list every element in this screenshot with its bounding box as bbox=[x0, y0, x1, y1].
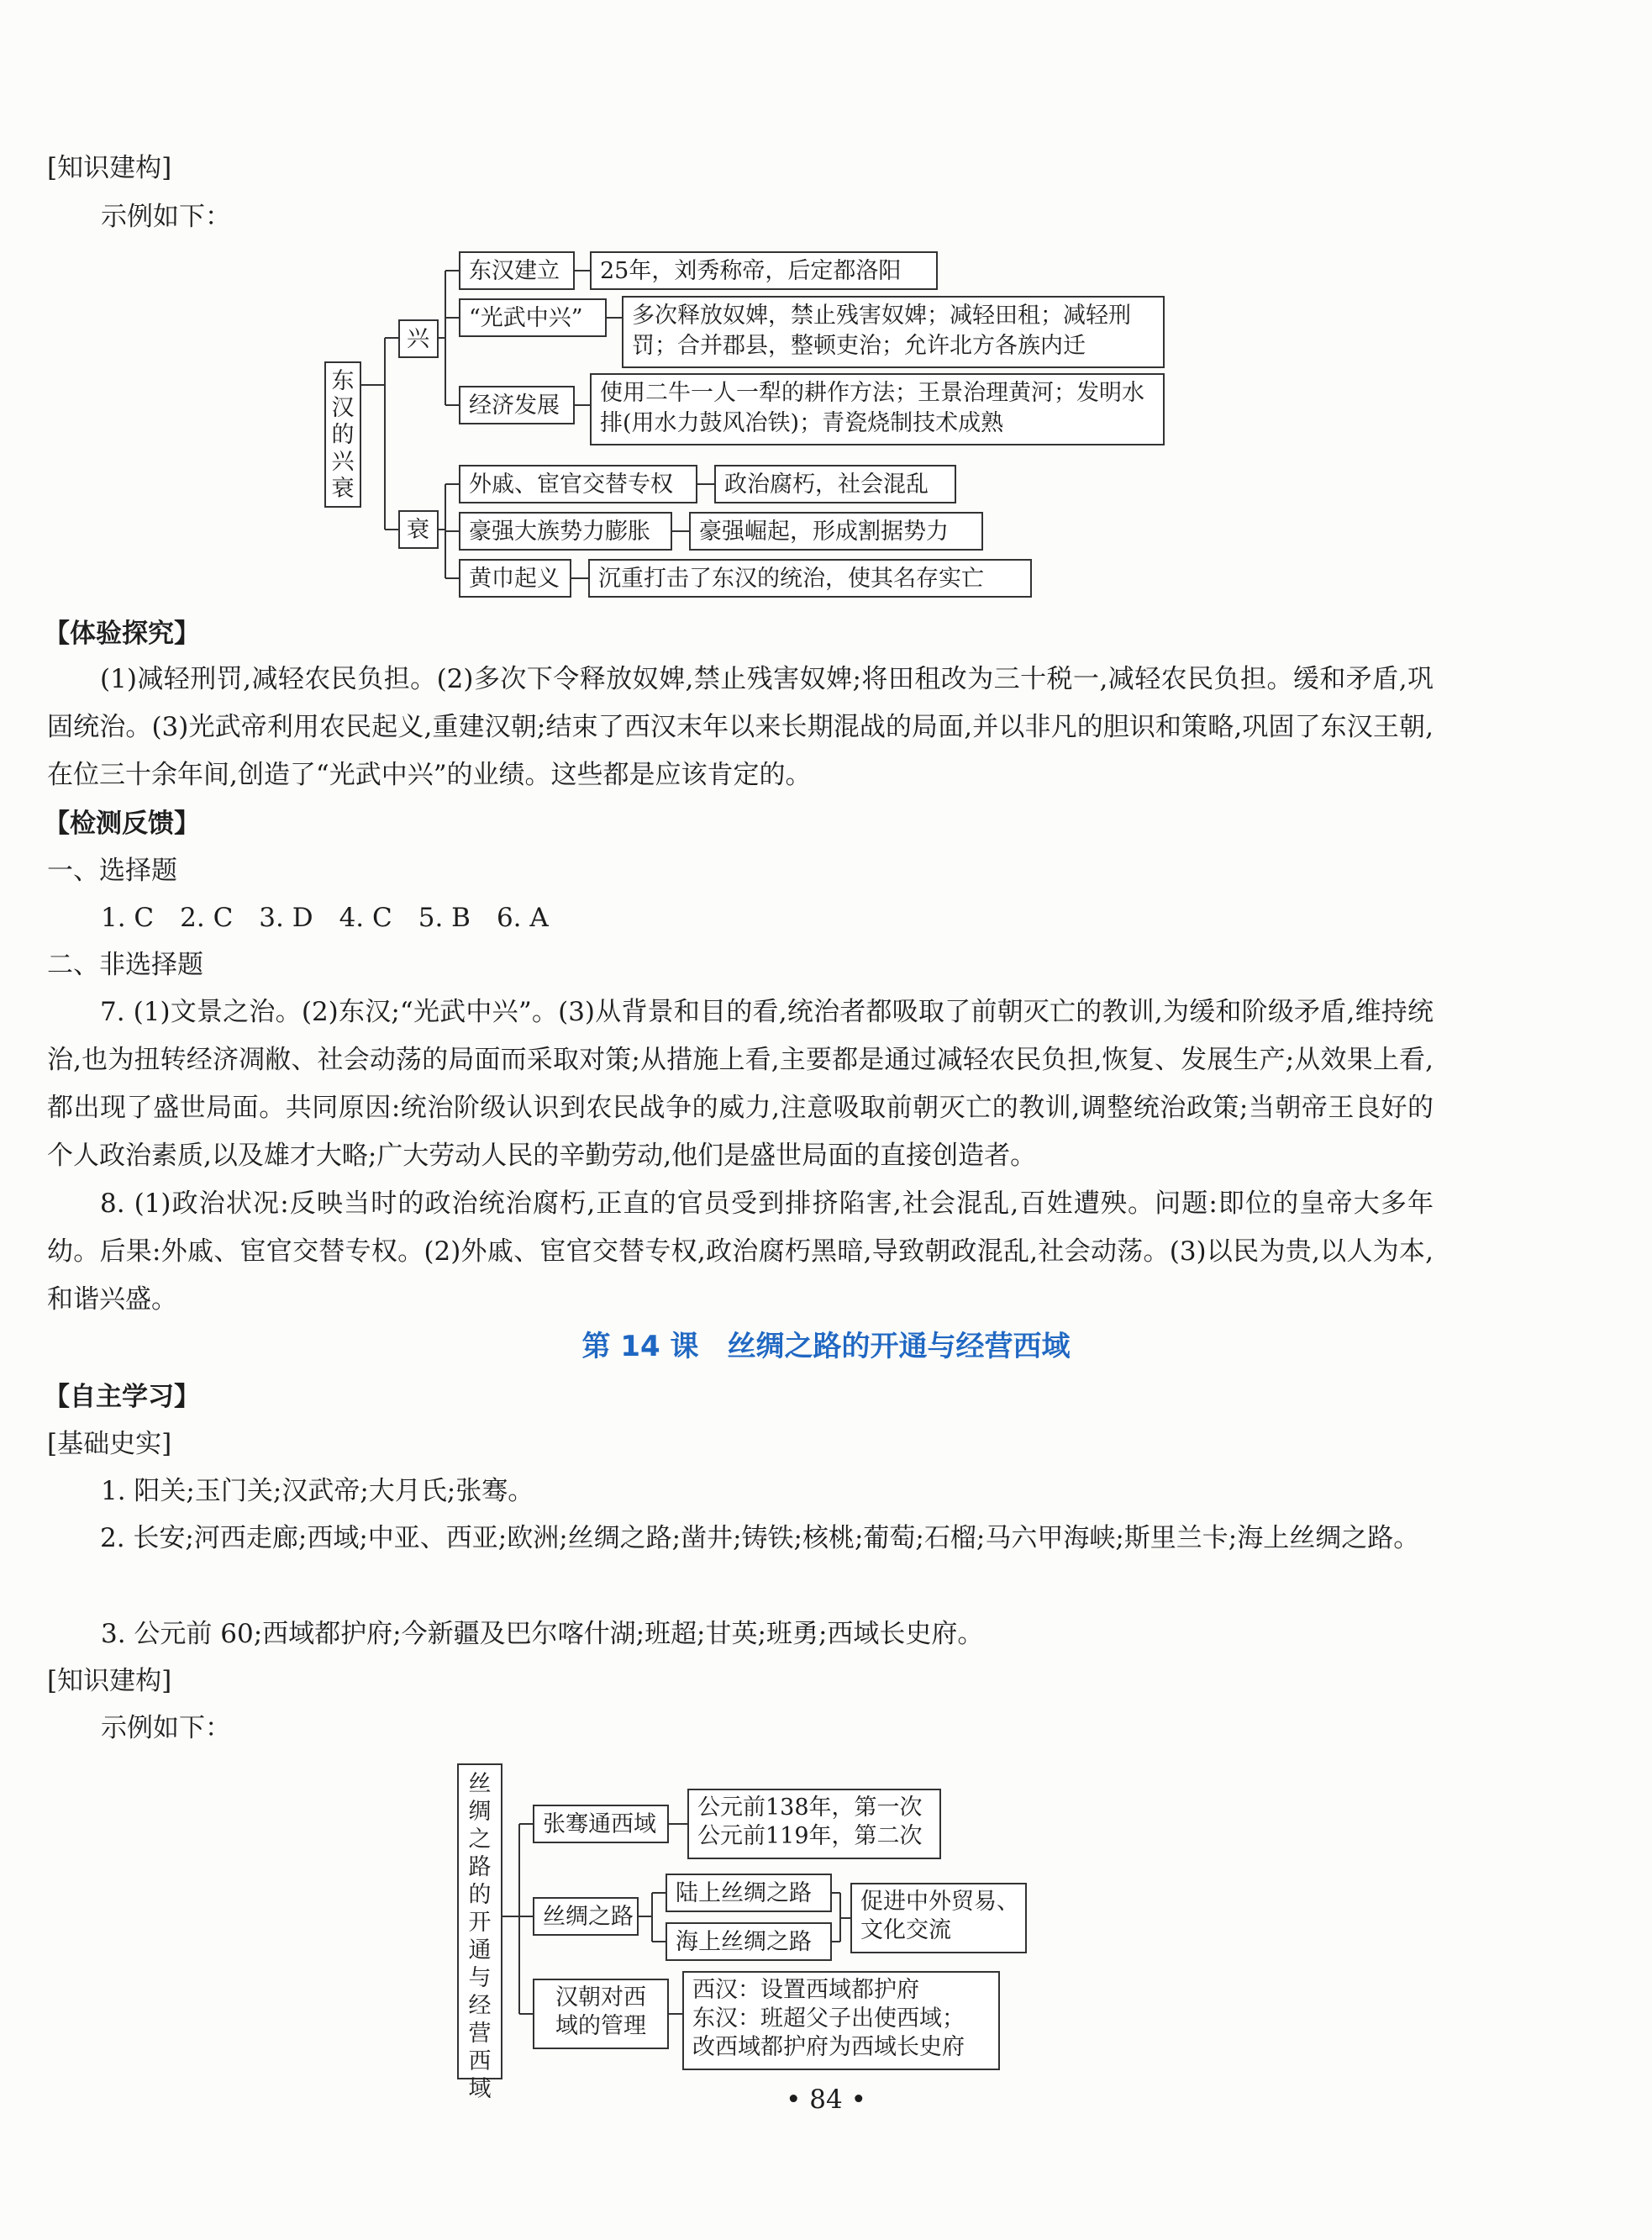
zhangqian-second-trip: 公元前119年，第二次 bbox=[697, 1823, 923, 1849]
land-silk-road-box: 陆上丝绸之路 bbox=[666, 1874, 832, 1912]
effect-line-2: 文化交流 bbox=[860, 1917, 951, 1943]
chief-historian-office: 改西域都护府为西域长史府 bbox=[692, 2034, 965, 2060]
knowledge-construction-label-2: [知识建构] bbox=[47, 1666, 172, 1696]
feedback-heading: 【检测反馈】 bbox=[44, 809, 200, 839]
lesson-14-title: 第 14 课 丝绸之路的开通与经营西域 bbox=[581, 1330, 1071, 1363]
shuai-item-detail: 豪强崛起，形成割据势力 bbox=[689, 512, 983, 551]
nonchoice-heading: 二、非选择题 bbox=[47, 950, 203, 980]
shuai-item-label: 黄巾起义 bbox=[459, 559, 571, 598]
xing-item-label: “光武中兴” bbox=[459, 298, 607, 337]
management-line-1: 汉朝对西 bbox=[555, 1984, 646, 2011]
zhangqian-box: 张骞通西域 bbox=[533, 1805, 669, 1843]
eastern-han-management: 东汉：班超父子出使西域； bbox=[692, 2005, 965, 2032]
management-line-2: 域的管理 bbox=[555, 2013, 646, 2039]
sea-silk-road-box: 海上丝绸之路 bbox=[666, 1922, 832, 1961]
answer-2-text: 2. 长安;河西走廊;西域;中亚、西亚;欧洲;丝绸之路;凿井;铸铁;核桃;葡萄;石榴;马六甲海峡;斯里兰卡;海上丝绸之路。 bbox=[100, 1523, 1420, 1553]
xing-item-detail: 使用二牛一人一犁的耕作方法；王景治理黄河；发明水排(用水力鼓风冶铁)；青瓷烧制技术成熟 bbox=[590, 373, 1165, 445]
silk-road-effect bbox=[850, 1883, 1027, 1953]
diagram1-shuai: 衰 bbox=[398, 510, 439, 549]
han-management-detail bbox=[682, 1971, 1000, 2070]
choice-heading: 一、选择题 bbox=[47, 856, 177, 886]
example-label: 示例如下： bbox=[101, 202, 231, 232]
zhangqian-detail bbox=[687, 1789, 941, 1859]
choice-answers: 1. C 2. C 3. D 4. C 5. B 6. A bbox=[101, 903, 549, 933]
shuai-item-detail: 沉重打击了东汉的统治，使其名存实亡 bbox=[588, 559, 1032, 598]
diagram2-root: 丝绸之路的开通与经营西域 bbox=[457, 1763, 502, 2079]
q8-text: 8. (1)政治状况:反映当时的政治统治腐朽,正直的官员受到排挤陷害,社会混乱,百姓遭殃。问题:即位的皇帝大多年幼。后果:外戚、宦官交替专权。(2)外戚、宦官交替专权,政治腐朽黑暗,导致朝政混乱,社会动荡。(3)以民为贵,以人为本,和谐兴盛。 bbox=[47, 1189, 1434, 1315]
answer-3: 3. 公元前 60;西域都护府;今新疆及巴尔喀什湖;班超;甘英;班勇;西域长史府。 bbox=[101, 1619, 984, 1649]
xing-item-detail: 多次释放奴婢，禁止残害奴婢；减轻田租；减轻刑罚；合并郡县，整顿吏治；允许北方各族内迁 bbox=[622, 296, 1165, 368]
zhangqian-first-trip: 公元前138年，第一次 bbox=[697, 1795, 923, 1821]
experience-text: (1)减轻刑罚,减轻农民负担。(2)多次下令释放奴婢,禁止残害奴婢;将田租改为三十税一,减轻农民负担。缓和矛盾,巩固统治。(3)光武帝利用农民起义,重建汉朝;结束了西汉末年以来长期混战的局面,并以非凡的胆识和策略,巩固了东汉王朝,在位三十余年间,创造了“光武中兴”的业绩。这些都是应该肯定的。 bbox=[47, 664, 1434, 790]
page-number: • 84 • bbox=[786, 2085, 866, 2115]
western-han-management: 西汉：设置西域都护府 bbox=[692, 1977, 919, 2003]
shuai-item-label: 豪强大族势力膨胀 bbox=[459, 512, 672, 551]
han-management-box bbox=[533, 1979, 669, 2049]
shuai-item-detail: 政治腐朽，社会混乱 bbox=[714, 465, 956, 503]
effect-line-1: 促进中外贸易、 bbox=[860, 1889, 1019, 1915]
xing-item-label: 经济发展 bbox=[459, 386, 575, 424]
xing-item-detail: 25年，刘秀称帝，后定都洛阳 bbox=[590, 251, 938, 290]
diagram1-root: 东汉的兴衰 bbox=[324, 361, 361, 508]
silk-road-box: 丝绸之路 bbox=[533, 1897, 639, 1936]
shuai-item-label: 外戚、宦官交替专权 bbox=[459, 465, 697, 503]
example-label-2: 示例如下： bbox=[101, 1713, 231, 1743]
xing-item-label: 东汉建立 bbox=[459, 251, 575, 290]
answer-1: 1. 阳关;玉门关;汉武帝;大月氏;张骞。 bbox=[101, 1476, 534, 1506]
experience-heading: 【体验探究】 bbox=[44, 619, 200, 649]
knowledge-construction-label: [知识建构] bbox=[47, 153, 172, 183]
q7-text: 7. (1)文景之治。(2)东汉;“光武中兴”。(3)从背景和目的看,统治者都吸取了前朝灭亡的教训,为缓和阶级矛盾,维持统治,也为扭转经济凋敝、社会动荡的局面而采取对策;从措施上看,主要都是通过减轻农民负担,恢复、发展生产;从效果上看,都出现了盛世局面。共同原因:统治阶级认识到农民战争的威力,注意吸取前朝灭亡的教训,调整统治政策;当朝帝王良好的个人政治素质,以及雄才大略;广大劳动人民的辛勤劳动,他们是盛世局面的直接创造者。 bbox=[47, 997, 1434, 1171]
diagram1-xing: 兴 bbox=[398, 319, 439, 358]
basic-facts-label: [基础史实] bbox=[47, 1429, 172, 1459]
self-study-heading: 【自主学习】 bbox=[44, 1382, 200, 1412]
